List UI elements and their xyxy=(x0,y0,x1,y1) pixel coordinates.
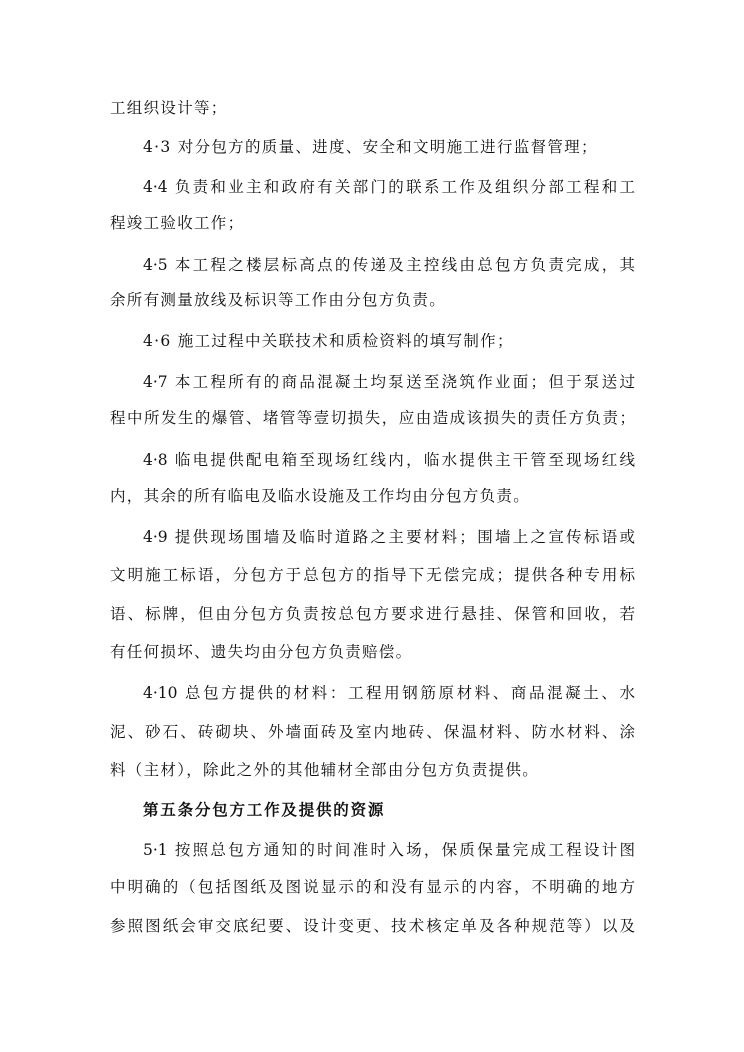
text-line: 4·6 施工过程中关联技术和质检资料的填写制作； xyxy=(143,332,514,350)
text-line: 参照图纸会审交底纪要、设计变更、技术核定单及各种规范等）以及 xyxy=(110,917,635,935)
text-line: 4·3 对分包方的质量、进度、安全和文明施工进行监督管理； xyxy=(143,138,598,156)
text-line: 中明确的（包括图纸及图说显示的和没有显示的内容，不明确的地方 xyxy=(110,878,635,896)
text-line: 泥、砂石、砖砌块、外墙面砖及室内地砖、保温材料、防水材料、涂 xyxy=(110,723,635,741)
text-line: 程中所发生的爆管、堵管等壹切损失，应由造成该损失的责任方负责； xyxy=(110,409,635,427)
text-line: 文明施工标语，分包方于总包方的指导下无偿完成；提供各种专用标 xyxy=(110,566,635,584)
text-line: 工组织设计等； xyxy=(110,99,228,117)
text-line: 余所有测量放线及标识等工作由分包方负责。 xyxy=(110,291,447,309)
text-line: 程竣工验收工作； xyxy=(110,214,245,232)
text-line: 语、标牌，但由分包方负责按总包方要求进行悬挂、保管和回收，若 xyxy=(110,605,635,623)
text-line: 4·4 负责和业主和政府有关部门的联系工作及组织分部工程和工 xyxy=(143,178,635,196)
text-line: 4·8 临电提供配电箱至现场红线内，临水提供主干管至现场红线 xyxy=(143,451,635,469)
section-heading: 第五条分包方工作及提供的资源 xyxy=(143,800,386,819)
text-line: 内，其余的所有临电及临水设施及工作均由分包方负责。 xyxy=(110,487,531,505)
text-line: 4·7 本工程所有的商品混凝土均泵送至浇筑作业面；但于泵送过 xyxy=(143,373,635,391)
text-line: 料（主材），除此之外的其他辅材全部由分包方负责提供。 xyxy=(110,761,540,779)
text-line: 4·10 总包方提供的材料：工程用钢筋原材料、商品混凝土、水 xyxy=(143,684,635,702)
text-line: 4·5 本工程之楼层标高点的传递及主控线由总包方负责完成，其 xyxy=(143,256,635,274)
text-line: 5·1 按照总包方通知的时间准时入场，保质保量完成工程设计图 xyxy=(143,841,635,859)
text-line: 有任何损坏、遗失均由分包方负责赔偿。 xyxy=(110,643,413,661)
text-line: 4·9 提供现场围墙及临时道路之主要材料；围墙上之宣传标语或 xyxy=(143,528,635,546)
